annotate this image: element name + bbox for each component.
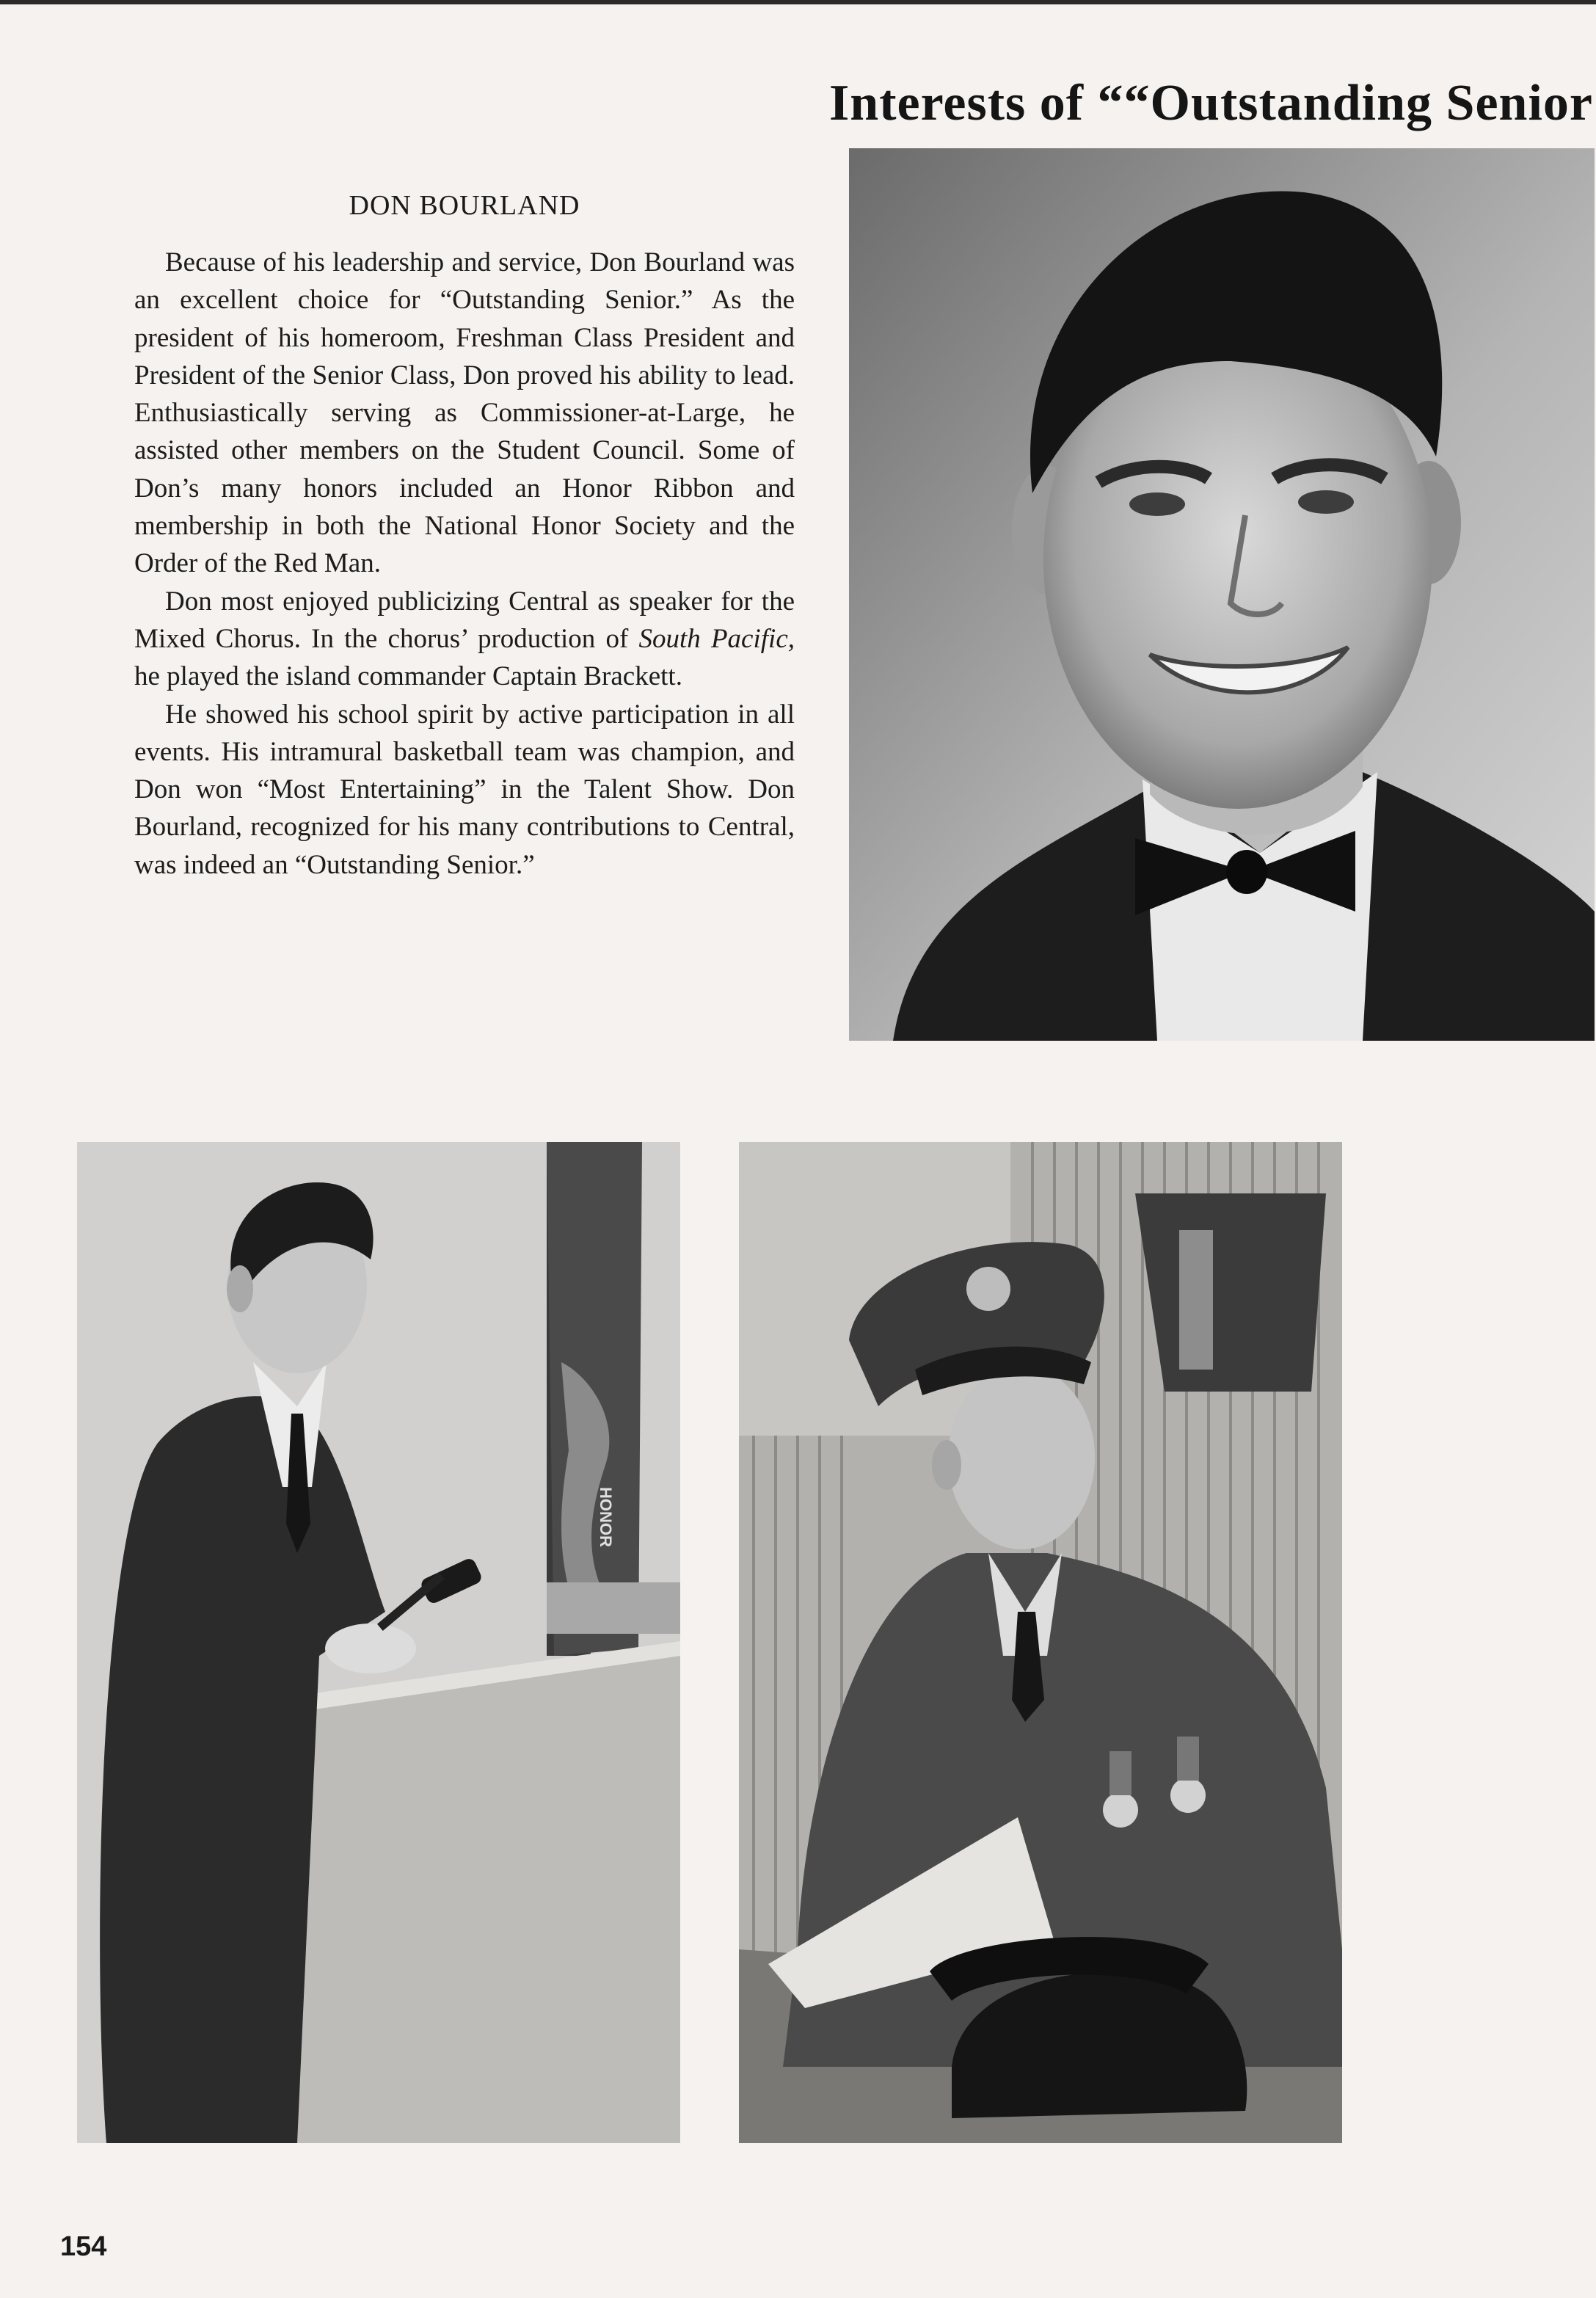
speaker-image xyxy=(77,1142,680,2143)
paragraph-2-text-before: Don most enjoyed publicizing Central as speaker for the Mixed Chorus. In the chorus’ production of xyxy=(134,586,795,654)
uniform-photo xyxy=(739,1142,1342,2143)
portrait-image xyxy=(849,148,1595,1041)
portrait-photo xyxy=(849,148,1595,1041)
article-paragraph-1: Because of his leadership and service, Don Bourland was an excellent choice for “Outstanding Senior.” As the president of his homeroom, Freshman Class President and President of the Senior Class, Don proved his ability to lead. Enthusiastically serving as Commissioner-at-Large, he assisted other members on the Student Council. Some of Don’s many honors included an Honor Ribbon and membership in both the National Honor Society and the Order of the Red Man. xyxy=(134,247,795,579)
page-number: 154 xyxy=(60,2231,107,2262)
musical-title: South Pacific, xyxy=(638,623,795,654)
speaker-photo xyxy=(77,1142,680,2143)
uniform-image xyxy=(739,1142,1342,2143)
paragraph-2-text-after: he played the island commander Captain Brackett. xyxy=(134,661,682,692)
article-paragraph-2 xyxy=(134,583,795,696)
flag-lettering: HONOR xyxy=(597,1487,615,1547)
article-heading: DON BOURLAND xyxy=(349,190,580,221)
article-paragraph-3: He showed his school spirit by active participation in all events. His intramural basketball team was champion, and Don won “Most Entertaining” in the Talent Show. Don Bourland, recognized for his many contributions to Central, was indeed an “Outstanding Senior.” xyxy=(134,699,795,880)
page-title: Interests of ““Outstanding Senior xyxy=(829,74,1593,131)
article xyxy=(134,189,795,884)
top-rule xyxy=(0,0,1596,4)
